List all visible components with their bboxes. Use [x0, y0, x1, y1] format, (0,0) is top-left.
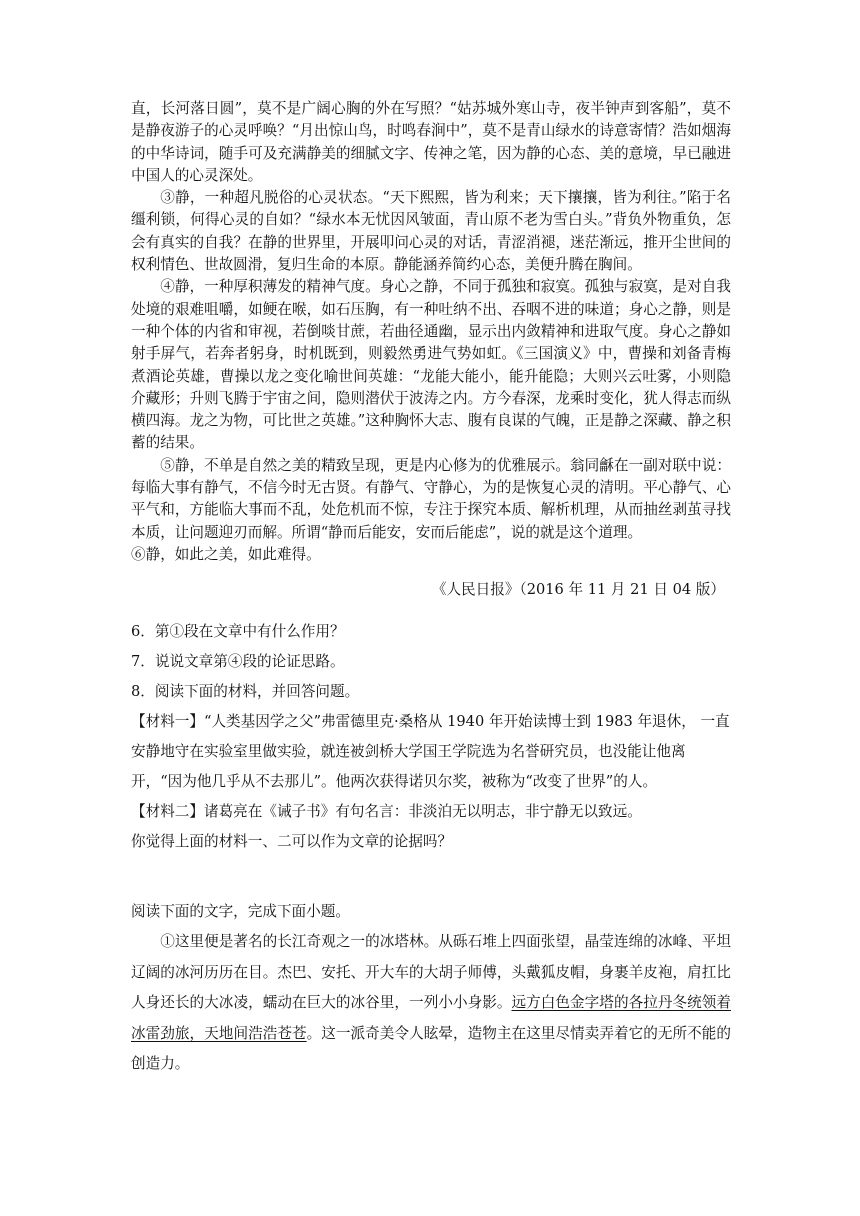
- material-2-label: 【材料二】: [131, 803, 204, 821]
- reading-paragraph-1-start: ①这里便是著名的长江奇观之一的冰塔林。从砾石堆上四面张望，晶莹连绵的冰峰、平坦辽阔的冰河历历在目。杰巴、安托、开大车的大胡子师傅，头戴狐皮帽，身裹羊皮袍，肩扛比人身还长的大冰凌，蠕动在巨大的冰谷里，一列小小身影。: [131, 933, 731, 1012]
- question-8: 8．阅读下面的材料，并回答问题。: [131, 683, 360, 701]
- material-1: [131, 707, 731, 797]
- reading-paragraph-1-end: 。这一派奇美令人眩晕，造物主在这里尽情卖弄着它的无所不能的创造力。: [131, 1024, 731, 1073]
- material-1-label: 【材料一】: [131, 713, 204, 731]
- passage-paragraph-4: ④静，一种厚积薄发的精神气度。身心之静，不同于孤独和寂寞。孤独与寂寞，是对自我处境的艰难咀嚼，如鲠在喉，如石压胸，有一种吐纳不出、吞咽不进的味道；身心之静，则是一种个体的内省和审视，若倒啖甘蔗，若曲径通幽，显示出内敛精神和进取气度。身心之静如射手屏气，若奔者躬身，时机既到，则毅然勇进气势如虹。《三国演义》中，曹操和刘备青梅煮酒论英雄，曹操以龙之变化喻世间英雄：“龙能大能小，能升能隐；大则兴云吐雾，小则隐介藏形；升则飞腾于宇宙之间，隐则潜伏于波涛之内。方今春深，龙乘时变化，犹人得志而纵横四海。龙之为物，可比世之英雄。”这种胸怀大志、腹有良谋的气魄，正是静之深藏、静之积蓄的结果。: [131, 278, 731, 452]
- spacer: [131, 857, 731, 897]
- material-2-text: 诸葛亮在《诫子书》有句名言：非淡泊无以明志，非宁静无以致远。: [203, 803, 642, 821]
- document-page: [131, 98, 731, 1080]
- question-7: 7．说说文章第④段的论证思路。: [131, 653, 345, 671]
- material-2: [131, 797, 731, 827]
- question-6: 6．第①段在文章中有什么作用？: [131, 623, 345, 641]
- question-8-ask: 你觉得上面的材料一、二可以作为文章的论据吗？: [131, 833, 453, 851]
- reading-instruction: 阅读下面的文字，完成下面小题。: [131, 903, 350, 921]
- passage-paragraph-3: ③静，一种超凡脱俗的心灵状态。“天下熙熙，皆为利来；天下攘攘，皆为利往。”陷于名缰利锁，何得心灵的自如？“绿水本无忧因风皱面，青山原不老为雪白头。”背负外物重负，怎会有真实的自我？在静的世界里，开展叩问心灵的对话，青涩消褪，迷茫渐远，推开尘世间的权利情色、世故圆滑，复归生命的本原。静能涵养简约心态，美便升腾在胸间。: [131, 189, 731, 274]
- passage-paragraph-5: ⑤静，不单是自然之美的精致呈现，更是内心修为的优雅展示。翁同龢在一副对联中说：每临大事有静气，不信今时无古贤。有静气、守静心，为的是恢复心灵的清明。平心静气、心平气和，方能临大事而不乱，处危机而不惊，专注于探究本质、解析机理，从而抽丝剥茧寻找本质，让问题迎刃而解。所谓“静而后能安，安而后能虑”，说的就是这个道理。: [131, 456, 731, 541]
- underlined-sentence: 远方白色金字塔的各拉丹冬统领着冰雷劲旅，天地间浩浩苍苍: [131, 994, 731, 1042]
- passage-paragraph-6: ⑥静，如此之美，如此难得。: [131, 545, 321, 563]
- passage-source: 《人民日报》（2016 年 11 月 21 日 04 版）: [431, 581, 725, 599]
- passage-paragraph-2-continued: 直，长河落日圆”，莫不是广阔心胸的外在写照？“姑苏城外寒山寺，夜半钟声到客船”，莫不是静夜游子的心灵呼唤？“月出惊山鸟，时鸣春涧中”，莫不是青山绿水的诗意寄情？浩如烟海的中华诗词，随手可及充满静美的细腻文字、传神之笔，因为静的心态、美的意境，早已融进中国人的心灵深处。: [131, 100, 731, 184]
- reading-paragraph-1: [131, 927, 731, 1080]
- material-1-text: “人类基因学之父”弗雷德里克·桑格从 1940 年开始读博士到 1983 年退休， 一直安静地守在实验室里做实验，就连被剑桥大学国王学院选为名誉研究员，也没能让他离开，“因为他几乎从不去那儿”。他两次获得诺贝尔奖，被称为“改变了世界”的人。: [131, 713, 730, 791]
